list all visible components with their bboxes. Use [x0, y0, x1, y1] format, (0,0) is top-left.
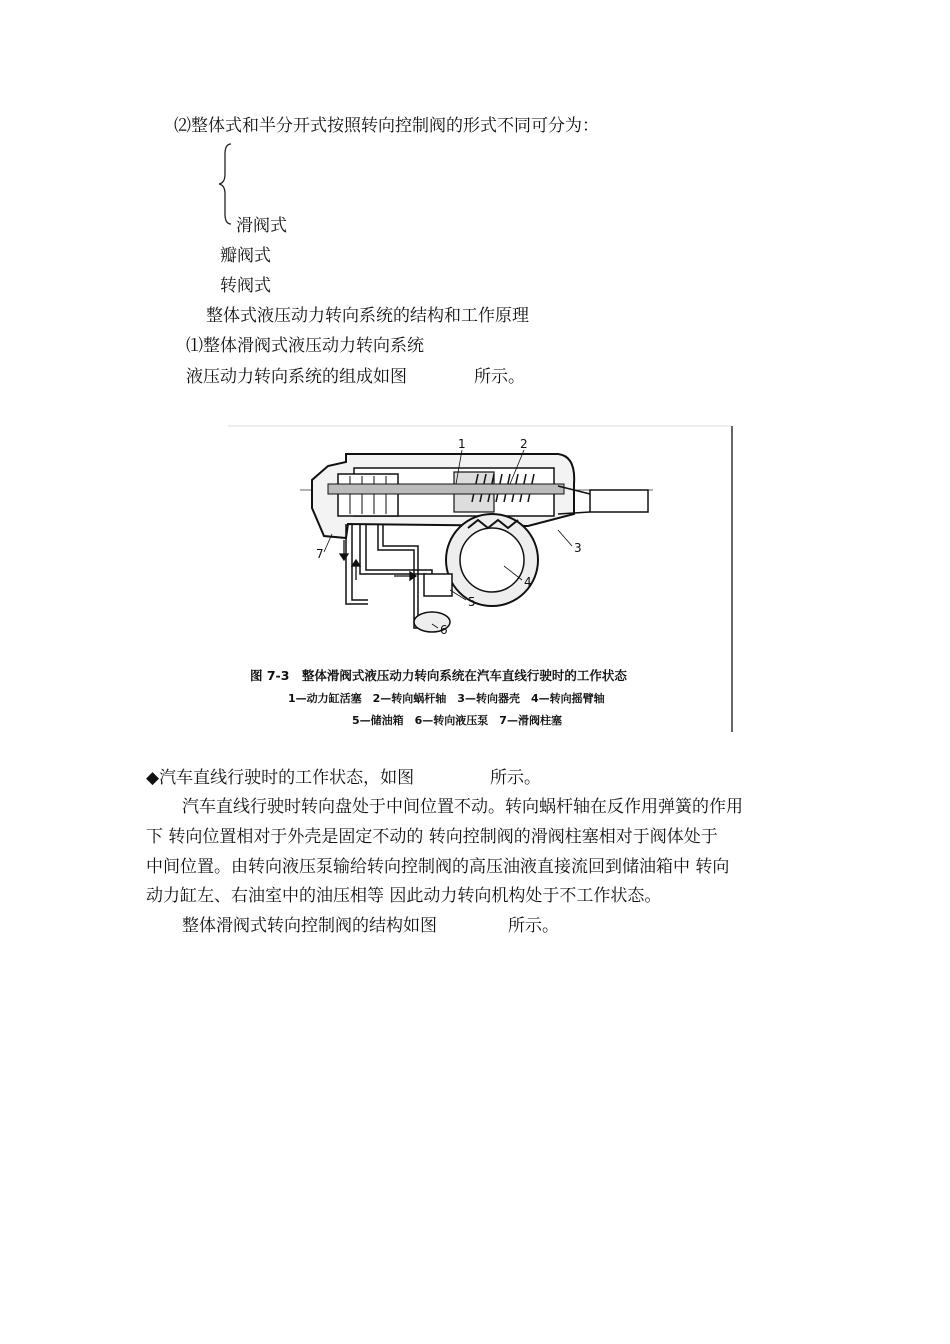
callout-4: 4 — [524, 575, 532, 589]
subsection-title: ⑴整体滑阀式液压动力转向系统 — [186, 336, 424, 356]
paragraph-line-2: 下 转向位置相对于外壳是固定不动的 转向控制阀的滑阀柱塞相对于阀体处于 — [146, 827, 718, 847]
paragraph-line-1: 汽车直线行驶时转向盘处于中间位置不动。转向蜗杆轴在反作用弹簧的作用 — [182, 797, 743, 817]
callout-3: 3 — [574, 541, 582, 555]
section-title: 整体式液压动力转向系统的结构和工作原理 — [206, 306, 529, 326]
curly-brace — [216, 142, 234, 226]
callout-5: 5 — [468, 595, 476, 609]
valve-type-rotary: 转阀式 — [220, 276, 271, 296]
callout-6: 6 — [440, 623, 448, 637]
valve-type-flap: 瓣阀式 — [220, 246, 271, 266]
bullet-line-b: 所示。 — [490, 768, 541, 788]
figure-caption-title: 图 7-3 整体滑阀式液压动力转向系统在汽车直线行驶时的工作状态 — [250, 668, 627, 683]
paragraph-line-4: 动力缸左、右油室中的油压相等 因此动力转向机构处于不工作状态。 — [146, 886, 662, 906]
last-line-a: 整体滑阀式转向控制阀的结构如图 — [182, 916, 437, 936]
figure-legend-line-2: 5—储油箱 6—转向液压泵 7—滑阀柱塞 — [352, 714, 562, 727]
bullet-line-a: ◆汽车直线行驶时的工作状态，如图 — [146, 768, 415, 788]
paragraph-line-3: 中间位置。由转向液压泵输给转向控制阀的高压油液直接流回到储油箱中 转向 — [146, 857, 730, 877]
callout-1: 1 — [458, 437, 466, 451]
steering-diagram — [228, 424, 734, 734]
heading-valve-forms: ⑵整体式和半分开式按照转向控制阀的形式不同可分为： — [174, 116, 599, 136]
composition-text-b: 所示。 — [474, 367, 525, 387]
last-line-b: 所示。 — [508, 916, 559, 936]
valve-type-slide: 滑阀式 — [236, 216, 287, 236]
figure-legend-line-1: 1—动力缸活塞 2—转向蜗杆轴 3—转向器壳 4—转向摇臂轴 — [288, 692, 605, 705]
callout-7: 7 — [316, 547, 324, 561]
composition-text-a: 液压动力转向系统的组成如图 — [186, 367, 407, 387]
steering-system-figure — [228, 424, 734, 734]
callout-2: 2 — [520, 437, 528, 451]
